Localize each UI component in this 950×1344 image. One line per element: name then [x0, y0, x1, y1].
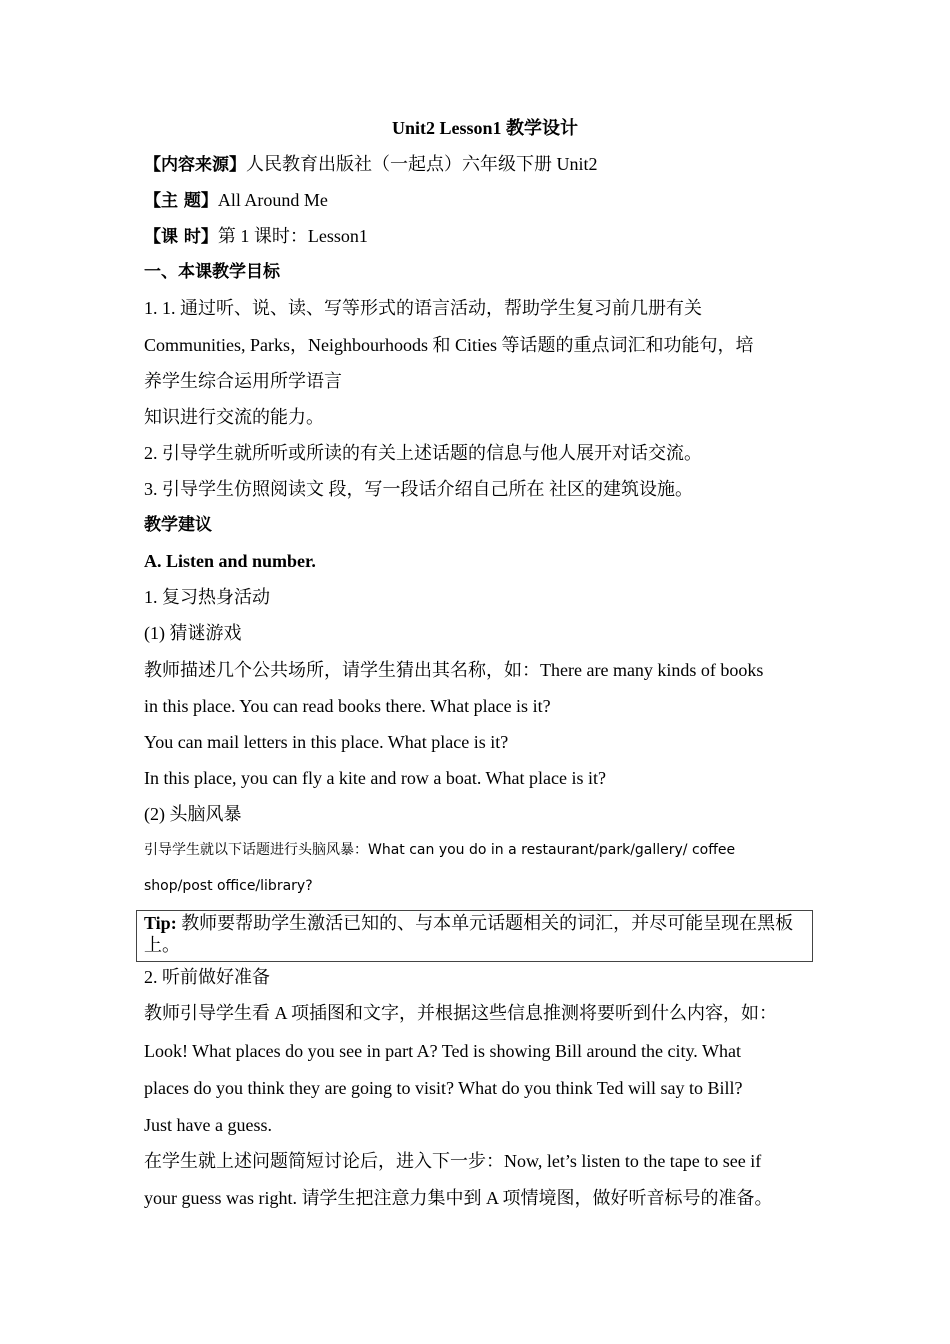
source-line: [144, 153, 598, 176]
section-heading-suggestions: 教学建议: [144, 515, 212, 535]
goal-line: 2. 引导学生就所听或所读的有关上述话题的信息与他人展开对话交流。: [144, 443, 702, 463]
source-label: 【内容来源】: [144, 155, 246, 175]
sub-heading: (1) 猜谜游戏: [144, 623, 242, 643]
theme-label: 【主 题】: [144, 191, 218, 211]
riddle-line: in this place. You can read books there. What place is it?: [144, 696, 551, 716]
riddle-line: 教师描述几个公共场所，请学生猜出其名称，如：There are many kinds of books: [144, 660, 764, 680]
theme-value: All Around Me: [217, 190, 328, 210]
period-value: 第 1 课时：Lesson1: [217, 226, 368, 246]
riddle-line: In this place, you can fly a kite and row a boat. What place is it?: [144, 768, 607, 788]
theme-line: [144, 189, 328, 212]
goal-line: 知识进行交流的能力。: [144, 407, 324, 427]
step-heading: 1. 复习热身活动: [144, 587, 270, 607]
sub-heading: (2) 头脑风暴: [144, 804, 242, 824]
goal-line: 养学生综合运用所学语言: [144, 371, 342, 391]
prep-line: 教师引导学生看 A 项插图和文字，并根据这些信息推测将要听到什么内容，如：: [144, 1003, 778, 1023]
period-line: [144, 225, 368, 248]
goal-line: 3. 引导学生仿照阅读文 段，写一段话介绍自己所在 社区的建筑设施。: [144, 479, 693, 499]
tip-label: Tip:: [144, 913, 177, 933]
section-heading-goals: 一、本课教学目标: [144, 262, 280, 282]
prep-line: Look! What places do you see in part A? Ted is showing Bill around the city. What: [144, 1041, 741, 1061]
brainstorm-line: shop/post office/library?: [144, 878, 313, 894]
prep-line: places do you think they are going to visit? What do you think Ted will say to Bill?: [144, 1078, 743, 1098]
step-heading: 2. 听前做好准备: [144, 967, 270, 987]
prep-line: Just have a guess.: [144, 1115, 272, 1135]
riddle-line: You can mail letters in this place. What place is it?: [144, 732, 509, 752]
document-title: Unit2 Lesson1 教学设计: [391, 118, 579, 138]
period-label: 【课 时】: [144, 227, 218, 247]
source-value: 人民教育出版社（一起点）六年级下册 Unit2: [246, 154, 598, 174]
tip-text: 教师要帮助学生激活已知的、与本单元话题相关的词汇，并尽可能呈现在黑板上。: [144, 913, 794, 955]
tip-box: [136, 910, 813, 962]
brainstorm-line: 引导学生就以下话题进行头脑风暴：What can you do in a restaurant/park/gallery/ coffee: [144, 842, 736, 858]
prep-line: 在学生就上述问题简短讨论后，进入下一步：Now, let’s listen to the tape to see if: [144, 1151, 762, 1171]
prep-line: your guess was right. 请学生把注意力集中到 A 项情境图，做好听音标号的准备。: [144, 1188, 773, 1208]
goal-line: Communities, Parks，Neighbourhoods 和 Cities 等话题的重点词汇和功能句，培: [144, 335, 754, 355]
goal-line: 1. 1. 通过听、说、读、写等形式的语言活动，帮助学生复习前几册有关: [144, 298, 702, 318]
part-a-heading: A. Listen and number.: [144, 551, 316, 571]
